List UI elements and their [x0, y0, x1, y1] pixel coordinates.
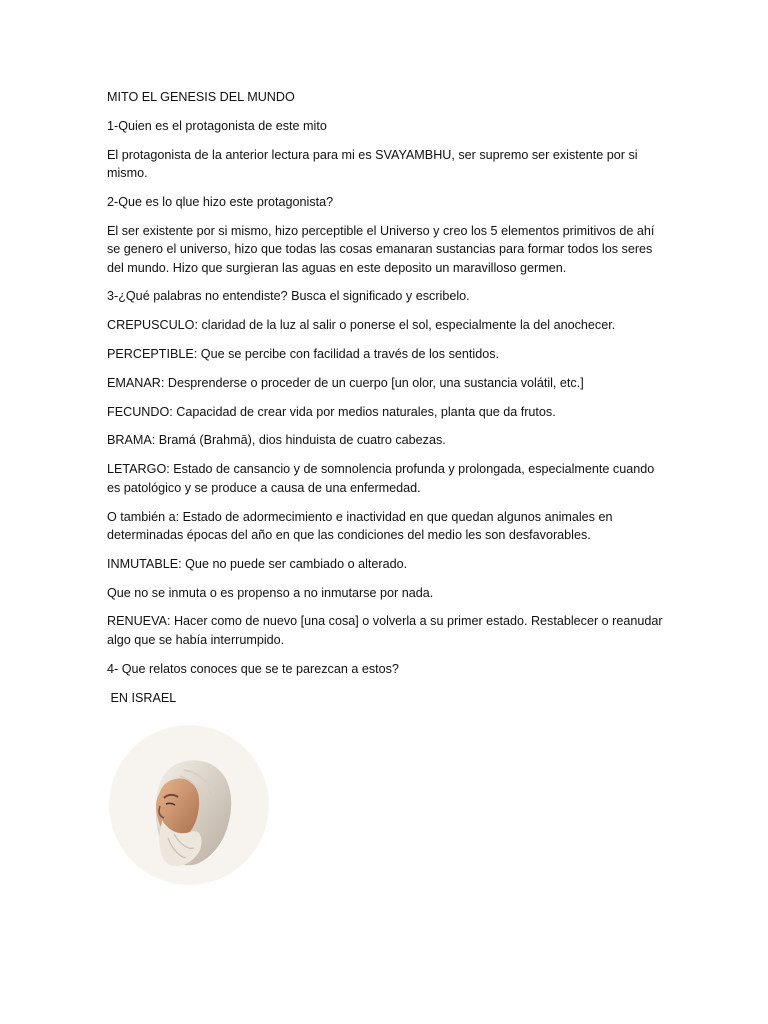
- answer-2: El ser existente por si mismo, hizo perceptible el Universo y creo los 5 elementos primitivos de ahí se genero el universo, hizo que todas las cosas emanaran sustancias para formar todos los seres del mundo. Hizo que surgieran las aguas en este deposito un maravilloso germen.: [107, 223, 655, 275]
- question-2: 2-Que es lo qlue hizo este protagonista?: [107, 194, 334, 209]
- definition-fecundo: FECUNDO: Capacidad de crear vida por medios naturales, planta que da frutos.: [107, 404, 556, 419]
- question-1: 1-Quien es el protagonista de este mito: [107, 118, 327, 133]
- definition-crepusculo: CREPUSCULO: claridad de la luz al salir o ponerse el sol, especialmente la del anochecer.: [107, 318, 616, 333]
- question-4: 4- Que relatos conoces que se te parezcan a estos?: [107, 661, 399, 676]
- bearded-face-illustration: [104, 720, 274, 890]
- bearded-face-icon: [104, 720, 274, 890]
- answer-1: El protagonista de la anterior lectura para mi es SVAYAMBHU, ser supremo ser existente por si mismo.: [107, 147, 638, 181]
- definition-perceptible: PERCEPTIBLE: Que se percibe con facilidad a través de los sentidos.: [107, 347, 500, 362]
- document-body: [107, 88, 667, 717]
- document-title: MITO EL GENESIS DEL MUNDO: [107, 90, 295, 104]
- definition-inmutable-alt: Que no se inmuta o es propenso a no inmutarse por nada.: [107, 585, 434, 600]
- definition-letargo-alt: O también a: Estado de adormecimiento e inactividad en que quedan algunos animales en determinadas épocas del año en que las condiciones del medio les son desfavorables.: [107, 509, 613, 543]
- definition-inmutable: INMUTABLE: Que no puede ser cambiado o alterado.: [107, 556, 408, 571]
- answer-4: EN ISRAEL: [107, 690, 177, 705]
- question-3: 3-¿Qué palabras no entendiste? Busca el significado y escribelo.: [107, 289, 470, 304]
- definition-letargo: LETARGO: Estado de cansancio y de somnolencia profunda y prolongada, especialmente cuando es patológico y se produce a causa de una enfermedad.: [107, 462, 655, 495]
- definition-renueva: RENUEVA: Hacer como de nuevo [una cosa] o volverla a su primer estado. Restablecer o reanudar algo que se había interrumpido.: [107, 614, 663, 647]
- definition-brama: BRAMA: Bramá (Brahmā), dios hinduista de cuatro cabezas.: [107, 433, 446, 448]
- definition-emanar: EMANAR: Desprenderse o proceder de un cuerpo [un olor, una sustancia volátil, etc.]: [107, 375, 584, 390]
